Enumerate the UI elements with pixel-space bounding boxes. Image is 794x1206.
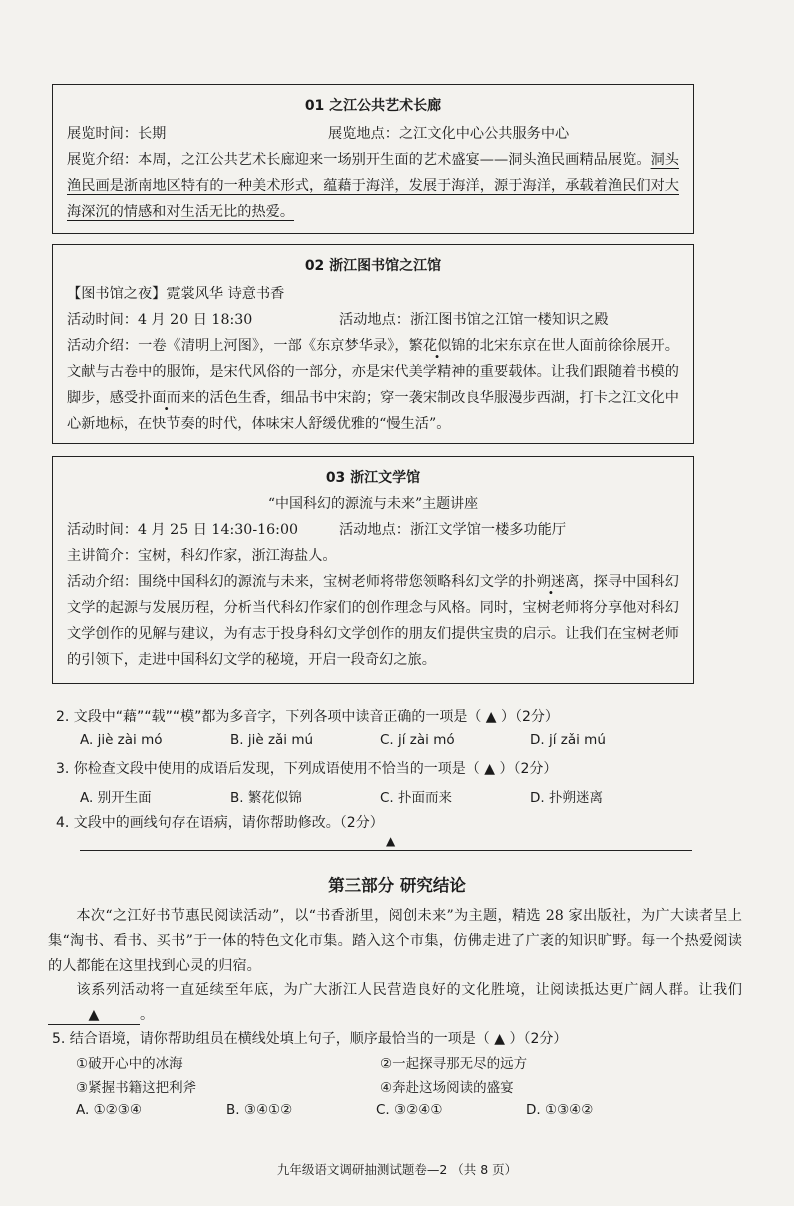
dotted-idiom-pushuomili: 扑朔迷离 [522,574,580,590]
q5-item-2: ②一起探寻那无尽的远方 [380,1056,528,1072]
q3-option-b: B. 繁花似锦 [230,790,302,806]
fill-blank: ▲ [48,1006,140,1025]
page-footer: 九年级语文调研抽测试题卷—2 （共 8 页） [276,1162,518,1177]
box3-speaker: 主讲简介：宝树，科幻作家，浙江海盐人。 [67,548,337,564]
q3-option-c: C. 扑面而来 [380,790,453,806]
exhibit-box-3 [52,456,694,684]
q3-option-a: A. 别开生面 [80,790,152,806]
question-2-options [80,732,680,748]
q5-item-3: ③紧握书籍这把利斧 [76,1080,197,1096]
box1-title: 01 之江公共艺术长廊 [304,98,442,114]
question-2: 2. 文段中“藉”“载”“模”都为多音字，下列各项中读音正确的一项是（ ▲ ）（2分） [56,709,559,725]
question-3: 3. 你检查文段中使用的成语后发现，下列成语使用不恰当的一项是（ ▲ ）（2分） [56,761,558,777]
q5-option-d: D. ①③④② [526,1102,594,1118]
box3-time: 活动时间：4 月 25 日 14:30-16:00 [67,522,298,538]
question-5-options [76,1102,676,1118]
question-3-options [80,786,680,806]
q2-option-d: D. jí zǎi mú [530,732,606,748]
box2-time: 活动时间：4 月 20 日 18:30 [67,312,253,328]
box1-place: 展览地点：之江文化中心公共服务中心 [328,126,570,142]
divider [80,850,692,851]
box2-place: 活动地点：浙江图书馆之江馆一楼知识之殿 [339,312,609,328]
q5-option-b: B. ③④①② [226,1102,293,1118]
box2-title: 02 浙江图书馆之江馆 [304,258,442,274]
q2-option-c: C. jí zài mó [380,732,455,748]
box3-subtitle: “中国科幻的源流与未来”主题讲座 [267,496,479,512]
q2-option-a: A. jiè zài mó [80,732,163,748]
box3-intro: 活动介绍：围绕中国科幻的源流与未来，宝树老师将带您领略科幻文学的扑朔迷离，探寻中国科幻文学的起源与发展历程，分析当代科幻作家们的创作理念与风格。同时，宝树老师将分享他对科幻文学创作的见解与建议，为有志于投身科幻文学创作的朋友们提供宝贵的启示。让我们在宝树老师的引领下，走进中国科幻文学的秘境，开启一段奇幻之旅。 [67,574,679,668]
exhibit-box-1 [52,84,694,234]
q5-item-4: ④奔赴这场阅读的盛宴 [380,1080,514,1096]
section-heading: 第三部分 研究结论 [328,876,466,895]
question-5-items-row2 [76,1076,600,1096]
answer-triangle: ▲ [386,834,396,848]
q5-option-a: A. ①②③④ [76,1102,142,1118]
box1-intro: 展览介绍：本周，之江公共艺术长廊迎来一场别开生面的艺术盛宴——洞头渔民画精品展览。 [67,152,651,168]
box1-time: 展览时间：长期 [67,126,167,142]
question-4: 4. 文段中的画线句存在语病，请你帮助修改。（2分） [56,815,384,831]
polyphone-zai: 载 [508,364,523,380]
exhibit-box-2 [52,244,694,444]
box2-intro: 活动介绍：一卷《清明上河图》，一部《东京梦华录》，繁花似锦的北宋东京在世人面前徐徐展开。文献与古卷中的服饰，是宋代风俗的一部分，亦是宋代美学精神的重要载体。让我们跟随着书模的脚步，感受扑面而来的活色生香，细品书中宋韵；穿一袭宋制改良华服漫步西湖，打卡之江文化中心新地标，在快节奏的时代，体味宋人舒缓优雅的“慢生活”。 [67,338,679,432]
q2-option-b: B. jiè zǎi mú [230,732,314,748]
box2-subtitle: 【图书馆之夜】霓裳风华 诗意书香 [67,286,285,302]
q5-option-c: C. ③②④① [376,1102,443,1118]
question-5-items-row1 [76,1052,600,1072]
dotted-idiom-fanhuasijin: 繁花似锦 [408,338,466,354]
conclusion-paragraph-1: 本次“之江好书节惠民阅读活动”，以“书香浙里，阅创未来”为主题，精选 28 家出版社，为广大读者呈上集“淘书、看书、买书”于一体的特色文化市集。踏入这个市集，仿佛走进了广袤的知识旷野。每一个热爱阅读的人都能在这里找到心灵的归宿。 [48,908,742,974]
box3-place: 活动地点：浙江文学馆一楼多功能厅 [339,522,567,538]
q3-option-d: D. 扑朔迷离 [530,790,603,806]
polyphone-mo: 模 [650,364,665,380]
box3-title: 03 浙江文学馆 [325,470,421,486]
underlined-sentence: 洞头渔民画是浙南地区特有的一种美术形式，蕴藉于海洋，发展于海洋，源于海洋，承载着渔民们对大海深沉的情感和对生活无比的热爱。 [67,152,679,220]
question-5: 5. 结合语境，请你帮助组员在横线处填上句子，顺序最恰当的一项是（ ▲ ）（2分） [52,1031,568,1047]
dotted-idiom-pumianerlai: 扑面而来 [138,390,196,406]
q5-item-1: ①破开心中的冰海 [76,1056,183,1072]
conclusion-paragraph-2: 该系列活动将一直延续至年底，为广大浙江人民营造良好的文化胜境，让阅读抵达更广阔人群。让我们▲ 。 [48,978,742,1028]
